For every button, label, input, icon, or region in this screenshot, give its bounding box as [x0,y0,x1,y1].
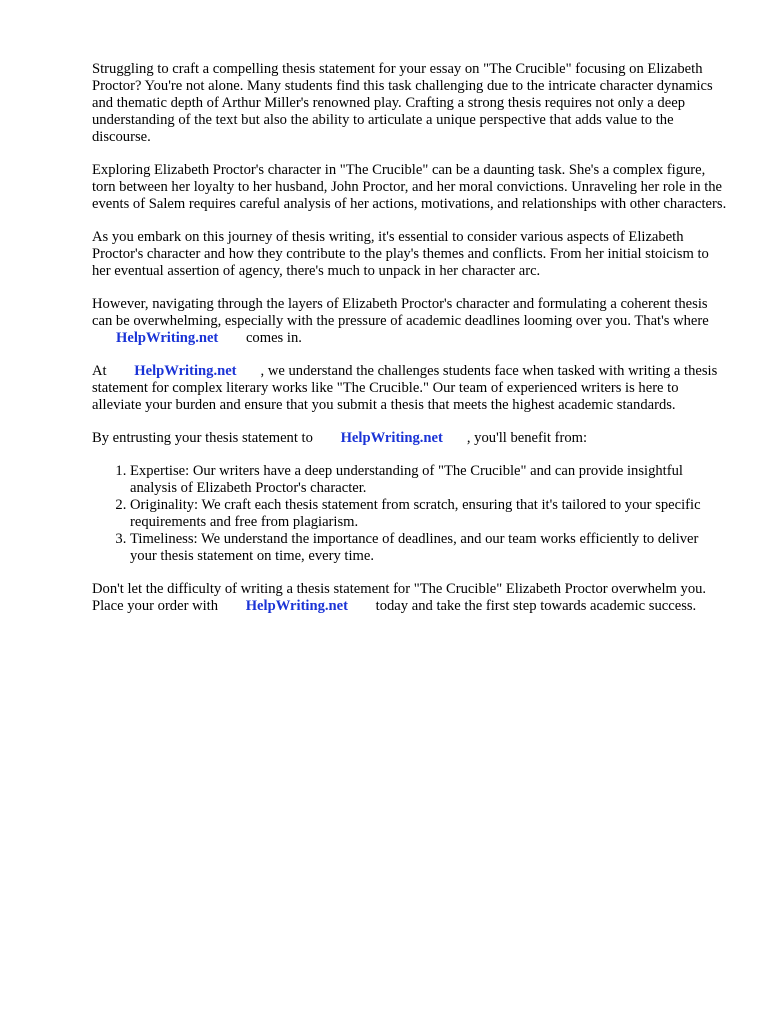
character-paragraph [92,162,728,213]
navigating-text-end: comes in. [245,330,302,346]
understand-text: , we understand the challenges students face when tasked with writing a thesis statement for complex literary works like "The Crucible." Our team of experienced writers is here to alleviate your burden and ensure that you submit a thesis that meets the highest academic standards. [92,363,718,413]
closing-text: Don't let the difficulty of writing a thesis statement for "The Crucible" Elizabeth Proctor overwhelm you. Place your order with [92,581,707,614]
closing-text-end: today and take the first step towards academic success. [375,598,697,614]
intro-text: Struggling to craft a compelling thesis statement for your essay on "The Crucible" focusing on Elizabeth Proctor? You're not alone. Many students find this task challenging due to the intricate character dynamics and thematic depth of Arthur Miller's renowned play. Crafting a strong thesis requires not only a deep understanding of the text but also the ability to articulate a unique perspective that adds value to the discourse. [92,61,713,145]
intro-paragraph [92,61,728,146]
helpwriting-link-4[interactable]: HelpWriting.net [245,598,348,614]
entrusting-text-end: , you'll benefit from: [466,430,588,446]
navigating-text: However, navigating through the layers of Elizabeth Proctor's character and formulating a coherent thesis can be overwhelming, especially with the pressure of academic deadlines looming over you. That's where [92,296,709,329]
navigating-paragraph [92,296,728,347]
understand-paragraph [92,363,728,414]
closing-paragraph [92,581,728,615]
document-page [92,61,728,631]
helpwriting-link-2[interactable]: HelpWriting.net [134,363,237,379]
entrusting-text: By entrusting your thesis statement to [92,430,313,446]
helpwriting-link-1[interactable]: HelpWriting.net [116,330,219,346]
helpwriting-link-3[interactable]: HelpWriting.net [340,430,443,446]
benefit-originality: 2. Originality: We craft each thesis statement from scratch, ensuring that it's tailored to your specific requirements and free from plagiarism. [130,497,728,531]
aspects-text: As you embark on this journey of thesis writing, it's essential to consider various aspects of Elizabeth Proctor's character and how they contribute to the play's themes and conflicts. From her initial stoicism to her eventual assertion of agency, there's much to unpack in her character arc. [92,229,709,279]
benefit-timeliness: 3. Timeliness: We understand the importance of deadlines, and our team works efficiently to deliver your thesis statement on time, every time. [130,531,728,565]
benefits-list [92,463,728,565]
understand-text-start: At [92,363,107,379]
aspects-paragraph [92,229,728,280]
benefit-expertise: 1. Expertise: Our writers have a deep understanding of "The Crucible" and can provide insightful analysis of Elizabeth Proctor's character. [130,463,728,497]
entrusting-paragraph [92,430,728,447]
character-text: Exploring Elizabeth Proctor's character in "The Crucible" can be a daunting task. She's a complex figure, torn between her loyalty to her husband, John Proctor, and her moral convictions. Unraveling her role in the events of Salem requires careful analysis of her actions, motivations, and relationships with other characters. [92,162,727,212]
